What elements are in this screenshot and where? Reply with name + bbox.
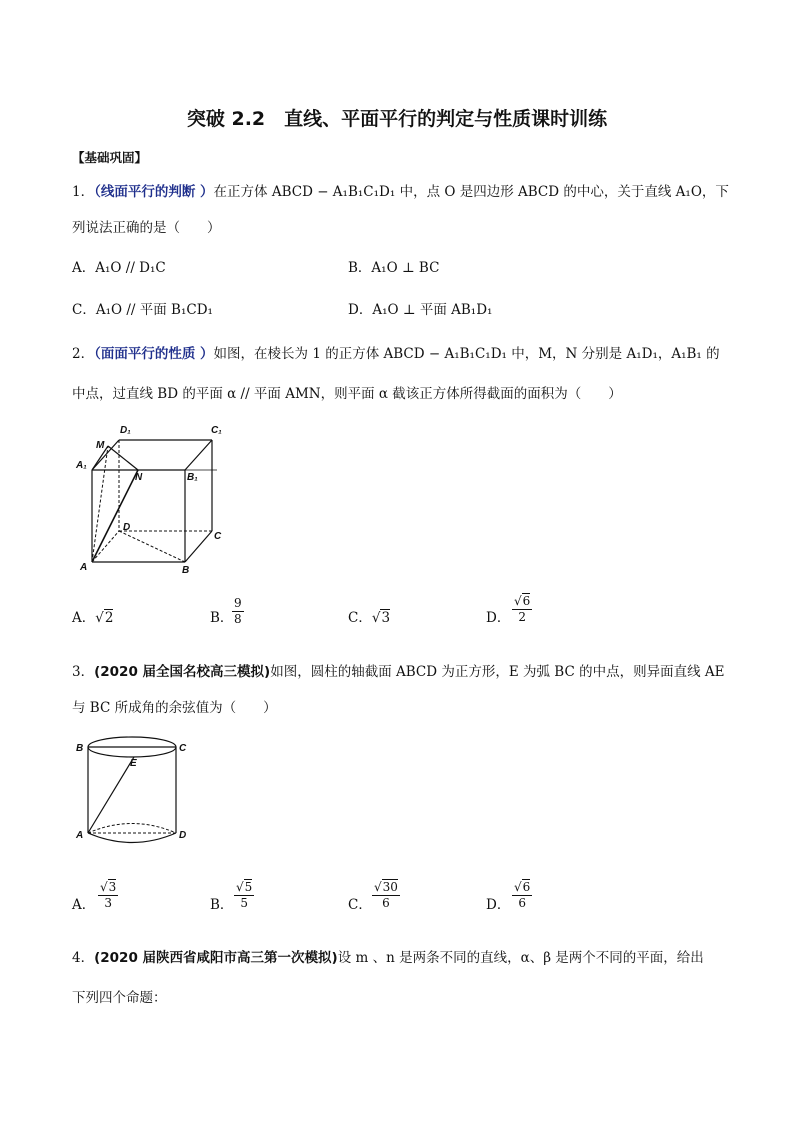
page-title: 突破 2.2 直线、平面平行的判定与性质课时训练	[186, 108, 608, 130]
option-a-value: 2	[104, 610, 114, 626]
question-3-line1	[72, 660, 725, 680]
fraction-denominator: 6	[382, 896, 390, 910]
question-3-option-c-label: C．	[348, 897, 372, 913]
fraction-radicand: 3	[108, 880, 117, 894]
question-2-tag: （面面平行的性质 ）	[94, 346, 214, 362]
fraction-numerator: √6	[514, 594, 531, 608]
question-2-text: 如图，在棱长为 1 的正方体 ABCD − A₁B₁C₁D₁ 中，M，N 分别是 A₁D₁，A₁B₁ 的	[213, 346, 720, 362]
question-3-option-d-label: D．	[486, 897, 511, 913]
label-a1: A₁	[76, 460, 87, 471]
label-e: E	[130, 758, 137, 769]
label-a: A	[80, 562, 88, 573]
question-1-option-b: B．A₁O ⊥ BC	[348, 260, 440, 276]
question-1-line1	[72, 180, 729, 200]
label-m: M	[96, 440, 105, 451]
label-a: A	[76, 830, 84, 841]
label-c: C	[179, 743, 187, 754]
label-d1: D₁	[120, 425, 131, 436]
question-3-option-c-fraction	[372, 880, 400, 911]
option-c-label: C．	[348, 610, 372, 626]
section-heading: 【基础巩固】	[72, 150, 148, 165]
question-3-option-a-label: A．	[72, 897, 96, 913]
question-4-text: 设 m 、n 是两条不同的直线，α、β 是两个不同的平面，给出	[337, 950, 704, 966]
cylinder-figure	[72, 730, 192, 850]
question-3-line2: 与 BC 所成角的余弦值为（ ）	[72, 700, 277, 716]
fraction-radicand: 5	[244, 880, 253, 894]
edge-m-n	[108, 446, 138, 470]
question-2-line2: 中点，过直线 BD 的平面 α // 平面 AMN，则平面 α 截该正方体所得截面的面积为（ ）	[72, 386, 622, 402]
bottom-back-arc	[88, 824, 176, 834]
edge-b1-c1	[185, 440, 212, 470]
label-b: B	[76, 743, 84, 754]
question-4-line1	[72, 946, 704, 966]
question-4-line2: 下列四个命题：	[72, 990, 167, 1006]
question-1-option-d: D．A₁O ⊥ 平面 AB₁D₁	[348, 302, 493, 318]
question-4-number: 4．	[72, 950, 95, 966]
fraction-denominator: 8	[234, 612, 242, 626]
label-d: D	[123, 522, 131, 533]
label-b1: B₁	[187, 472, 198, 483]
question-1-option-a: A．A₁O // D₁C	[72, 260, 166, 276]
fraction-numerator: 9	[234, 596, 242, 610]
cube-figure	[72, 418, 232, 578]
edge-b-c	[185, 531, 212, 562]
edge-a-n	[92, 470, 138, 562]
fraction-numerator: √30	[374, 880, 398, 894]
fraction-denominator: 6	[518, 896, 526, 910]
question-2-option-b-label: B．	[210, 610, 234, 626]
fraction-radicand: 6	[522, 594, 531, 608]
question-3-text: 如图，圆柱的轴截面 ABCD 为正方形，E 为弧 BC 的中点，则异面直线 AE	[270, 664, 725, 680]
label-c1: C₁	[211, 425, 222, 436]
bottom-front-arc	[88, 833, 176, 843]
fraction-numerator: √3	[100, 880, 117, 894]
edge-a-e	[88, 757, 134, 833]
question-1-text: 在正方体 ABCD − A₁B₁C₁D₁ 中，点 O 是四边形 ABCD 的中心，关于直线 A₁O，下	[213, 184, 729, 200]
question-3-option-d-fraction	[512, 880, 532, 911]
question-1-option-c: C．A₁O // 平面 B₁CD₁	[72, 302, 213, 318]
fraction-denominator: 2	[518, 610, 526, 624]
question-2-line1	[72, 342, 720, 362]
label-b: B	[182, 565, 190, 576]
fraction-numerator: √5	[236, 880, 253, 894]
question-2-number: 2．	[72, 346, 95, 362]
edge-d-b	[119, 531, 185, 562]
question-1-number: 1．	[72, 184, 95, 200]
question-2-option-c: C．√3	[348, 610, 391, 626]
question-2-option-a: A．√2	[72, 610, 114, 626]
question-2-option-d-fraction	[512, 594, 532, 625]
question-2-option-d-label: D．	[486, 610, 511, 626]
fraction-numerator: √6	[514, 880, 531, 894]
question-3-option-b-label: B．	[210, 897, 234, 913]
fraction-radicand: 6	[522, 880, 531, 894]
question-1-tag: （线面平行的判断 ）	[94, 184, 214, 200]
fraction-denominator: 3	[104, 896, 112, 910]
question-3-tag: (2020 届全国名校高三模拟)	[94, 664, 271, 680]
question-1-line2: 列说法正确的是（ ）	[72, 220, 221, 236]
question-3-option-a-fraction	[98, 880, 118, 911]
option-c-value: 3	[381, 610, 391, 626]
label-c: C	[214, 531, 222, 542]
label-d: D	[179, 830, 187, 841]
question-2-option-b-fraction	[232, 596, 244, 627]
fraction-radicand: 30	[382, 880, 398, 894]
question-3-number: 3．	[72, 664, 95, 680]
question-4-tag: (2020 届陕西省咸阳市高三第一次模拟)	[94, 950, 338, 966]
option-a-label: A．	[72, 610, 96, 626]
label-n: N	[135, 472, 143, 483]
question-3-option-b-fraction	[234, 880, 254, 911]
fraction-denominator: 5	[240, 896, 248, 910]
